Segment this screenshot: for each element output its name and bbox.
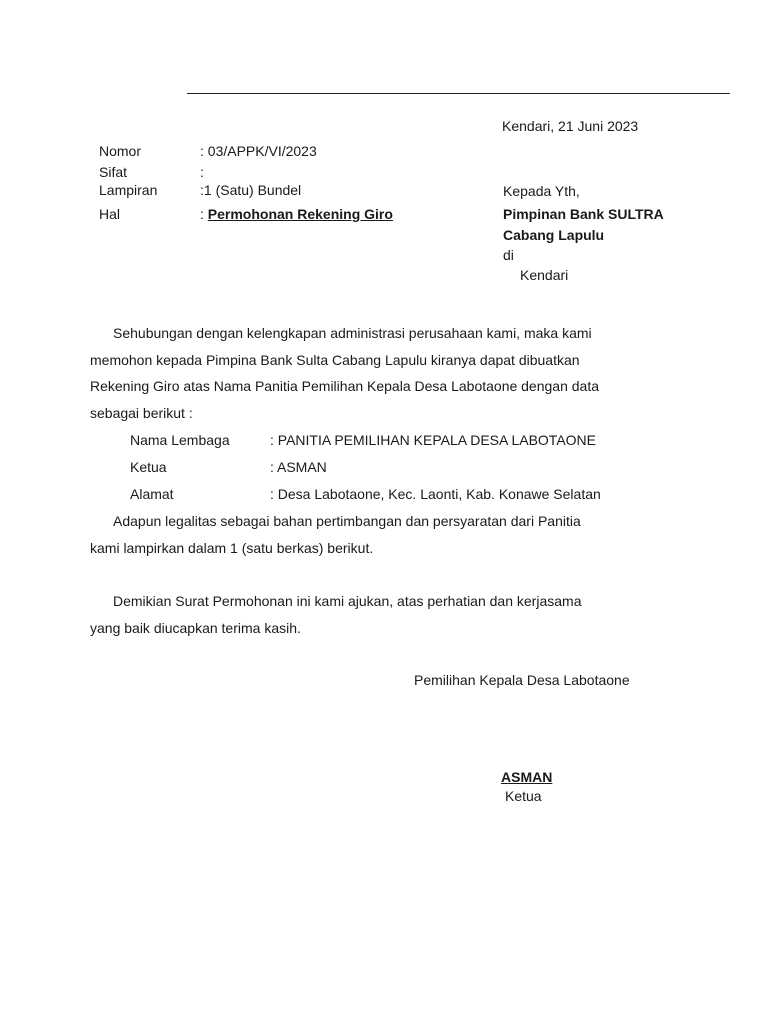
hal-colon: : xyxy=(200,206,204,222)
hal-value: Permohonan Rekening Giro xyxy=(207,206,393,222)
recipient-line2: Cabang Lapulu xyxy=(503,227,605,243)
nomor-value: : 03/APPK/VI/2023 xyxy=(200,143,317,159)
para2-line: Adapun legalitas sebagai bahan pertimbangan dan persyaratan dari Panitia xyxy=(113,513,581,529)
detail-label-alamat: Alamat xyxy=(130,486,174,502)
header-rule xyxy=(187,93,730,94)
recipient-di: di xyxy=(503,247,514,263)
recipient-greeting: Kepada Yth, xyxy=(503,183,580,199)
para1-line: Sehubungan dengan kelengkapan administrasi perusahaan kami, maka kami xyxy=(113,325,592,341)
detail-label-ketua: Ketua xyxy=(130,459,167,475)
detail-value-ketua: : ASMAN xyxy=(270,459,327,475)
detail-value-alamat: : Desa Labotaone, Kec. Laonti, Kab. Konawe Selatan xyxy=(270,486,601,502)
place-date: Kendari, 21 Juni 2023 xyxy=(502,118,639,134)
para1-line: sebagai berikut : xyxy=(90,405,193,421)
signature-org: Pemilihan Kepala Desa Labotaone xyxy=(414,672,630,688)
signature-name: ASMAN xyxy=(501,769,553,785)
para3-line: Demikian Surat Permohonan ini kami ajukan, atas perhatian dan kerjasama xyxy=(113,593,582,609)
hal-row xyxy=(200,206,393,222)
lampiran-label: Lampiran xyxy=(99,182,158,198)
lampiran-value: :1 (Satu) Bundel xyxy=(200,182,302,198)
para3-line: yang baik diucapkan terima kasih. xyxy=(90,620,301,636)
recipient-line1: Pimpinan Bank SULTRA xyxy=(503,206,664,222)
hal-label: Hal xyxy=(99,206,121,222)
recipient-city: Kendari xyxy=(520,267,569,283)
detail-label-nama-lembaga: Nama Lembaga xyxy=(130,432,230,448)
nomor-label: Nomor xyxy=(99,143,142,159)
para1-line: memohon kepada Pimpina Bank Sulta Cabang Lapulu kiranya dapat dibuatkan xyxy=(90,352,580,368)
sifat-label: Sifat xyxy=(99,164,128,180)
signature-title: Ketua xyxy=(505,788,542,804)
sifat-value: : xyxy=(200,164,204,180)
para2-line: kami lampirkan dalam 1 (satu berkas) berikut. xyxy=(90,540,374,556)
detail-value-nama-lembaga: : PANITIA PEMILIHAN KEPALA DESA LABOTAONE xyxy=(270,432,596,448)
para1-line: Rekening Giro atas Nama Panitia Pemilihan Kepala Desa Labotaone dengan data xyxy=(90,378,600,394)
